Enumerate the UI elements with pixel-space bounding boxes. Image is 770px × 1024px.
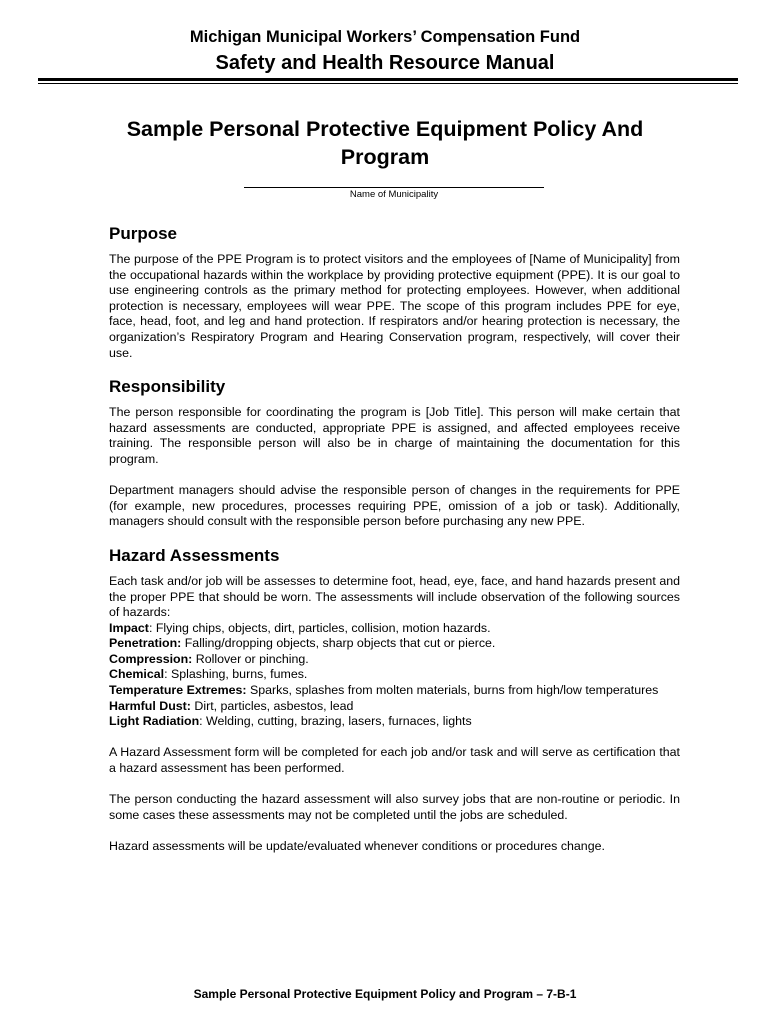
responsibility-paragraph-2: Department managers should advise the responsible person of changes in the requirements for PPE (for example, new procedures, processes requiring PPE, omission of a job or task). Additionally, managers should consult with the responsible person before purchasing any new PPE. [109,483,680,529]
hazard-section [109,546,680,855]
hazard-item-light-radiation [109,714,680,730]
hazard-item-harmful-dust [109,699,680,715]
hazard-item-text: Rollover or pinching. [192,651,309,666]
hazard-item-label: Temperature Extremes: [109,683,247,698]
hazard-item-label: Impact [109,620,149,635]
hazard-item-label: Harmful Dust: [109,698,191,713]
hazard-item-text: : Splashing, burns, fumes. [164,667,308,682]
hazard-intro-paragraph: Each task and/or job will be assesses to determine foot, head, eye, face, and hand hazards present and the proper PPE that should be worn. The assessments will include observation of the following sources of hazards: [109,573,680,620]
hazard-item-penetration [109,636,680,652]
page-footer: Sample Personal Protective Equipment Policy and Program – 7-B-1 [193,987,577,1001]
hazard-item-text: Dirt, particles, asbestos, lead [190,698,354,713]
hazard-item-label: Compression: [109,651,193,666]
hazard-item-temperature [109,683,680,699]
municipality-name-label: Name of Municipality [349,189,439,200]
document-body [109,224,680,855]
document-title [70,115,700,171]
hazard-item-text: Sparks, splashes from molten materials, burns from high/low temperatures [246,683,659,698]
hazard-heading: Hazard Assessments [109,545,280,565]
hazard-item-text: : Welding, cutting, brazing, lasers, furnaces, lights [199,714,472,729]
purpose-paragraph: The purpose of the PPE Program is to protect visitors and the employees of [Name of Municipality] from the occupational hazards within the workplace by providing protective equipment (PPE). It is our goal to use engineering controls as the primary method for protecting employees. However, when additional protection is necessary, employees will wear PPE. The scope of this program includes PPE for eye, face, head, foot, and leg and hand protection. If respirators and/or hearing protection is necessary, the organization’s Respiratory Program and Hearing Conservation program, respectively, will cover their use. [109,252,680,360]
responsibility-paragraph-1: The person responsible for coordinating the program is [Job Title]. This person will make certain that hazard assessments are conducted, appropriate PPE is assigned, and affected employees receive training. The responsible person will also be in charge of maintaining the documentation for this program. [109,405,680,466]
responsibility-heading: Responsibility [109,377,226,397]
hazard-form-paragraph: A Hazard Assessment form will be completed for each job and/or task and will serve as certification that a hazard assessment has been performed. [109,745,680,776]
hazard-item-text: : Flying chips, objects, dirt, particles, collision, motion hazards. [148,620,491,635]
manual-header: Safety and Health Resource Manual [215,52,555,74]
hazard-update-paragraph: Hazard assessments will be update/evaluated whenever conditions or procedures change. [109,839,605,853]
hazard-item-text: Falling/dropping objects, sharp objects that cut or pierce. [181,636,496,651]
hazard-item-label: Chemical [109,667,165,682]
header-rule-thick [38,78,738,81]
municipality-name-line [244,187,544,188]
organization-header: Michigan Municipal Workers’ Compensation Fund [189,28,581,46]
hazard-survey-paragraph: The person conducting the hazard assessment will also survey jobs that are non-routine or periodic. In some cases these assessments may not be completed until the jobs are scheduled. [109,792,680,822]
hazard-item-label: Penetration: [109,636,182,651]
title-line-2: Program [340,145,430,169]
hazard-item-impact [109,621,680,637]
hazard-item-label: Light Radiation [109,714,200,729]
header-rule-thin [38,83,738,84]
hazard-item-compression [109,652,680,668]
hazard-item-chemical [109,667,680,683]
title-line-1: Sample Personal Protective Equipment Policy And [126,117,644,141]
purpose-heading: Purpose [109,224,178,243]
